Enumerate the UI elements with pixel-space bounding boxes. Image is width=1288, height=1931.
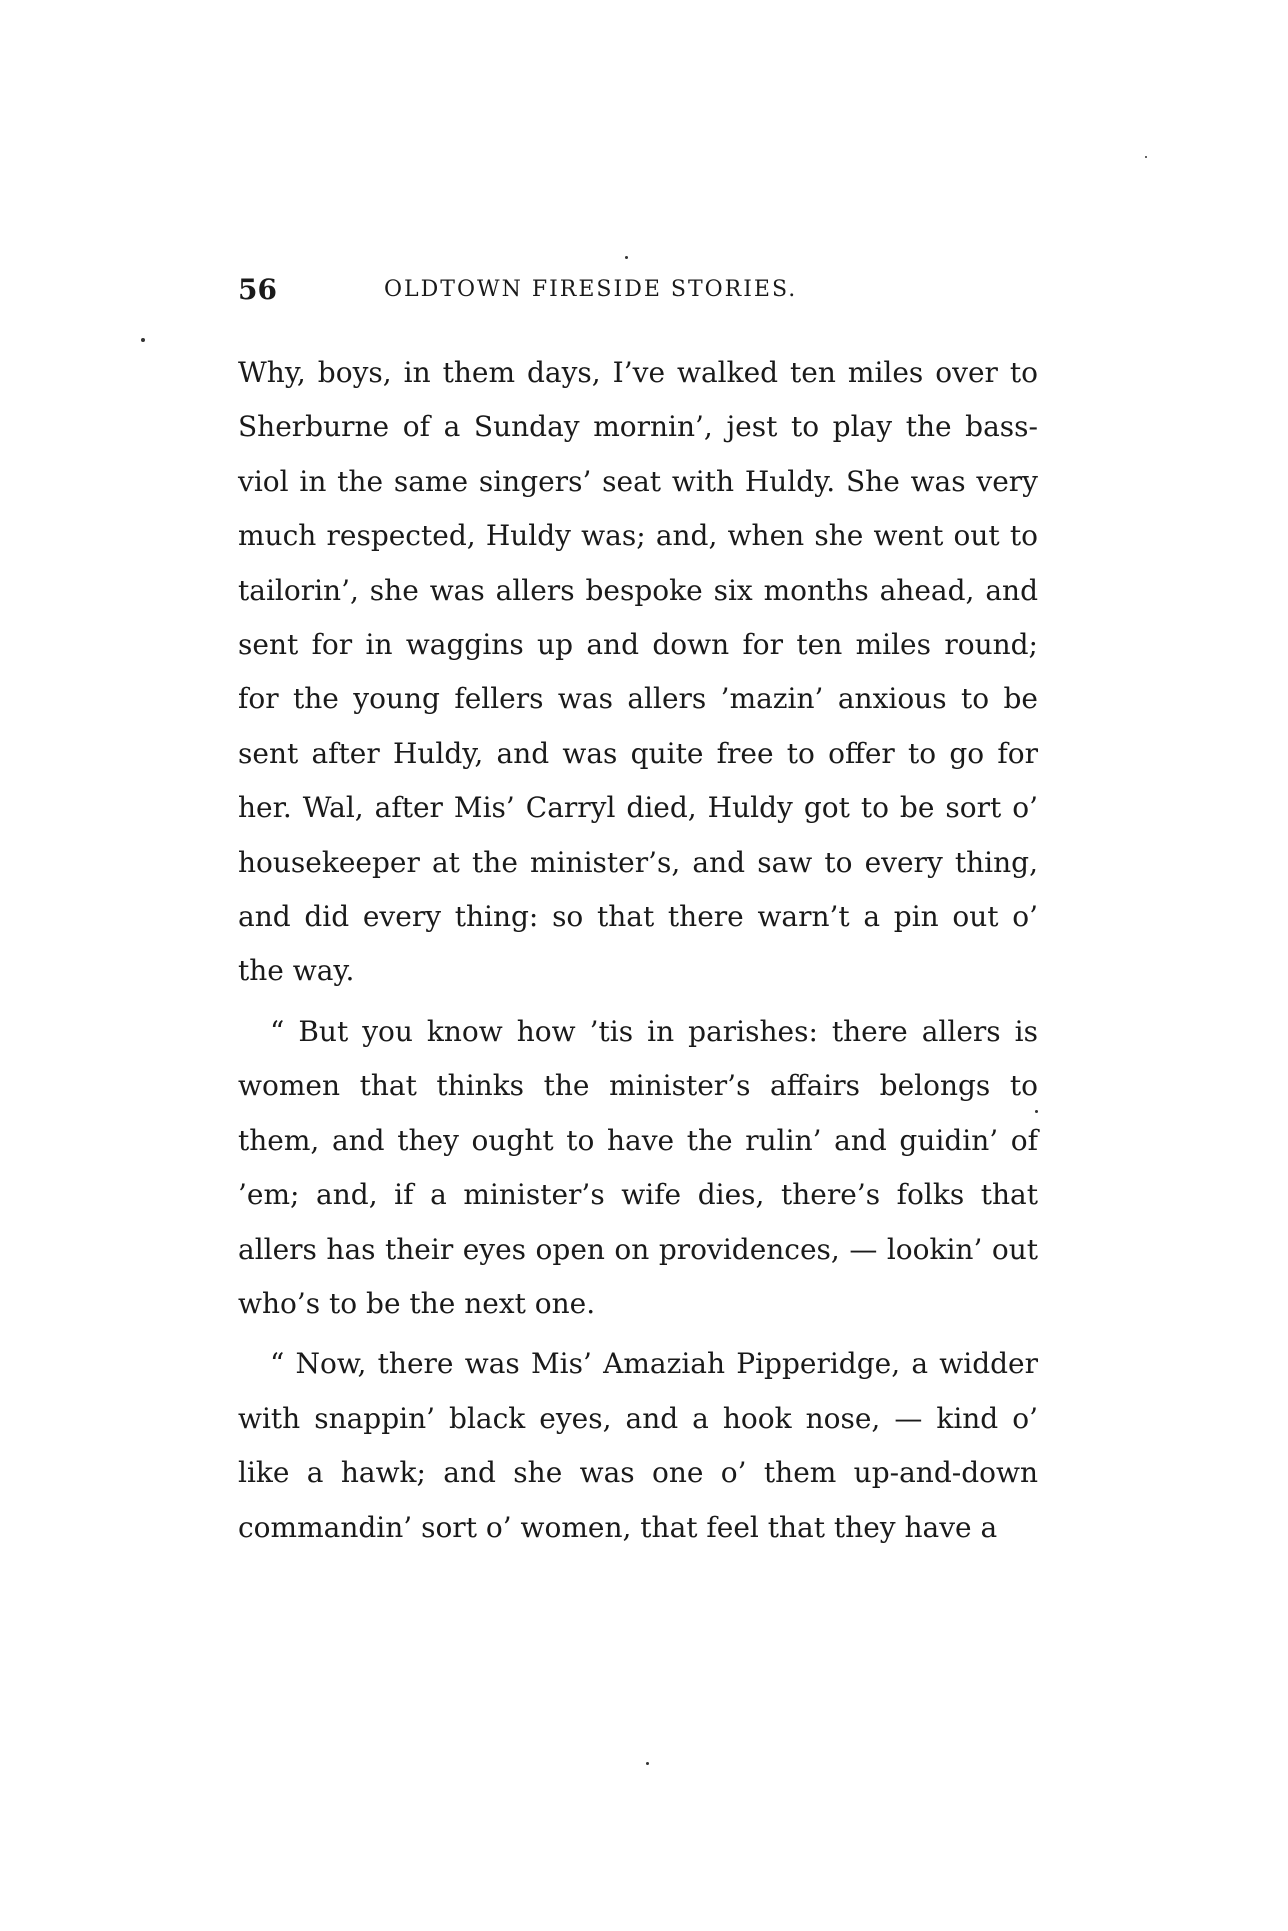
paragraph-3: “ Now, there was Mis’ Amaziah Pipperidge, a widder with snappin’ black eyes, and a hook nose, — kind o’ like a hawk; and she was one o’ them up-and-down commandin’ sort o’ women, that feel that they have a: [238, 1347, 1038, 1544]
ink-speck: [1145, 156, 1147, 158]
ink-speck: [625, 256, 628, 259]
body-text: [238, 346, 1038, 1555]
page-number: 56: [238, 273, 277, 306]
running-head: [238, 268, 1038, 312]
ink-speck: [646, 1762, 649, 1765]
paragraph-2: “ But you know how ’tis in parishes: there allers is women that thinks the minister’s affairs belongs to them, and they ought to have the rulin’ and guidin’ of ’em; and, if a minister’s wife dies, there’s folks that allers has their eyes open on providences, — lookin’ out who’s to be the next one.: [238, 1014, 1038, 1320]
ink-speck: [1035, 1110, 1038, 1113]
paragraph-1: Why, boys, in them days, I’ve walked ten miles over to Sherburne of a Sunday mornin’, jest to play the bass-viol in the same singers’ seat with Huldy. She was very much respected, Huldy was; and, when she went out to tailorin’, she was allers bespoke six months ahead, and sent for in waggins up and down for ten miles round; for the young fellers was allers ’mazin’ anxious to be sent after Huldy, and was quite free to offer to go for her. Wal, after Mis’ Carryl died, Huldy got to be sort o’ housekeeper at the minister’s, and saw to every thing, and did every thing: so that there warn’t a pin out o’ the way.: [238, 356, 1038, 988]
running-title: OLDTOWN FIRESIDE STORIES.: [384, 277, 798, 302]
ink-speck: [141, 338, 145, 342]
